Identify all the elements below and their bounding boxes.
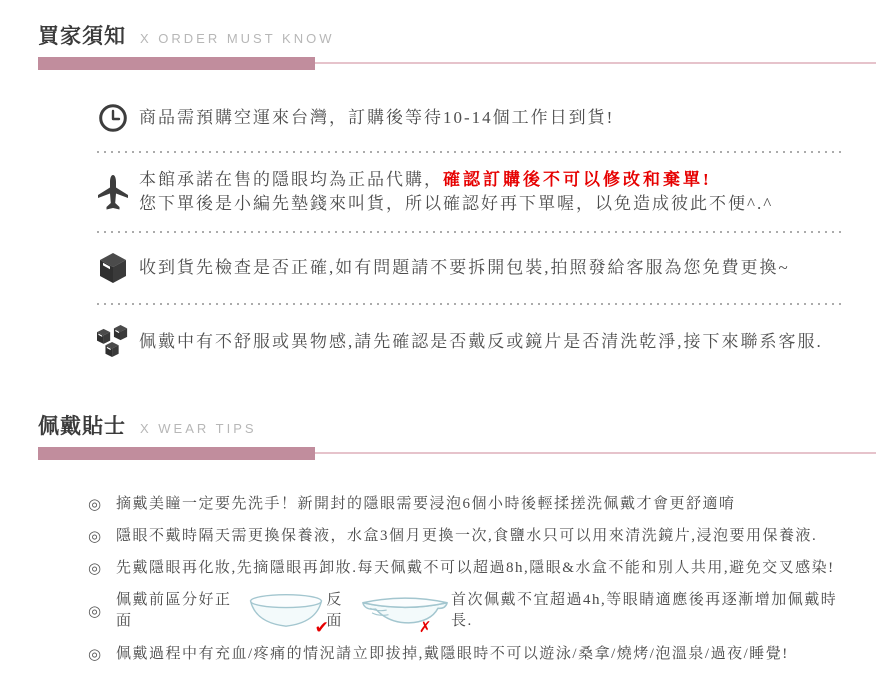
- notice-text: 收到貨先檢查是否正確,如有問題請不要拆開包裝,拍照發給客服為您免費更換~: [139, 258, 790, 277]
- notice-text: 商品需預購空運來台灣，訂購後等待10-14個工作日到貨!: [139, 108, 615, 127]
- notice-line2: 您下單後是小編先墊錢來叫貨，所以確認好再下單喔，以免造成彼此不便^.^: [139, 194, 774, 213]
- section1-title: 買家須知: [38, 25, 126, 48]
- bullseye-bullet-icon: ◎: [88, 645, 102, 663]
- notice-item-discomfort: [95, 318, 848, 366]
- section1-subtitle: X ORDER MUST KNOW: [140, 31, 335, 46]
- notice-list: [95, 98, 848, 366]
- cross-mark: ✗: [418, 618, 433, 636]
- bullseye-bullet-icon: ◎: [88, 495, 102, 513]
- tips-list: [88, 494, 854, 665]
- notice-line1-normal: 本館承諾在售的隱眼均為正品代購，: [139, 170, 443, 189]
- package-icon: [95, 252, 131, 284]
- tip-item-solution: [88, 526, 854, 547]
- section1-divider: [38, 57, 880, 70]
- lens-reverse-figure: [361, 595, 449, 636]
- section2-title: 佩戴貼士: [38, 415, 126, 438]
- cubes-icon: [95, 325, 131, 359]
- section2-subtitle: X WEAR TIPS: [140, 421, 257, 436]
- tip-item-wash-hands: [88, 494, 854, 515]
- lens-front-label: 佩戴前區分好正面: [116, 592, 232, 629]
- lens-tail-text: 首次佩戴不宜超過4h,等眼睛適應後再逐漸增加佩戴時長.: [451, 592, 838, 629]
- clock-icon: [95, 103, 131, 133]
- divider-thin-line: [315, 62, 876, 64]
- dotted-separator: [97, 303, 846, 305]
- bullseye-bullet-icon: ◎: [88, 527, 102, 545]
- tip-text: 摘戴美瞳一定要先洗手！新開封的隱眼需要浸泡6個小時後輕揉搓洗佩戴才會更舒適唷: [116, 496, 736, 512]
- notice-text: 佩戴中有不舒服或異物感,請先確認是否戴反或鏡片是否清洗乾淨,接下來聯系客服.: [139, 332, 823, 351]
- check-mark: ✔: [314, 617, 331, 638]
- section1-header: [0, 0, 880, 70]
- tip-item-lens-orientation: [88, 590, 854, 638]
- notice-line1-warning: 確認訂購後不可以修改和棄單!: [443, 170, 712, 189]
- notice-text-block: [139, 168, 773, 216]
- tip-item-remove-if-pain: [88, 644, 854, 665]
- tip-text: 先戴隱眼再化妝,先摘隱眼再卸妝.每天佩戴不可以超過8h,隱眼&水盒不能和別人共用,避免交叉感染!: [116, 560, 835, 576]
- tip-text-lens: [116, 590, 854, 638]
- notice-item-preorder: [95, 166, 848, 218]
- lens-correct-figure: [248, 593, 331, 638]
- section2-divider: [38, 447, 880, 460]
- divider-thin-line: [315, 452, 876, 454]
- bullseye-bullet-icon: ◎: [88, 601, 102, 620]
- dotted-separator: [97, 231, 846, 233]
- dotted-separator: [97, 151, 846, 153]
- divider-solid-bar: [38, 57, 315, 70]
- tip-text: 佩戴過程中有充血/疼痛的情況請立即拔掉,戴隱眼時不可以遊泳/桑拿/燒烤/泡溫泉/過夜/睡覺!: [116, 646, 789, 662]
- notice-item-shipping: [95, 98, 848, 138]
- notice-line1: [139, 168, 773, 192]
- notice-item-inspection: [95, 246, 848, 290]
- bullseye-bullet-icon: ◎: [88, 559, 102, 577]
- divider-solid-bar: [38, 447, 315, 460]
- section2-header: [0, 410, 880, 460]
- airplane-icon: [95, 174, 131, 211]
- section-wear-tips: [0, 410, 880, 665]
- lens-reverse-label: 反面: [326, 592, 343, 629]
- tip-item-makeup: [88, 558, 854, 579]
- tip-text: 隱眼不戴時隔天需更換保養液，水盒3個月更換一次,食鹽水只可以用來清洗鏡片,浸泡要用保養液.: [116, 528, 818, 544]
